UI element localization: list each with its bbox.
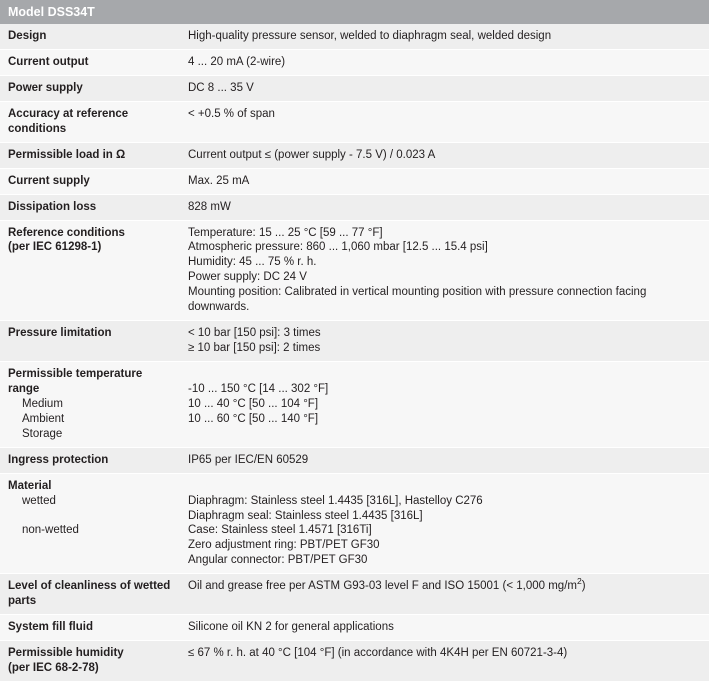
row-value: Temperature: 15 ... 25 °C [59 ... 77 °F] Atmospheric pressure: 860 ... 1,060 mbar [12.5 ... 15.4 psi] Humidity: 45 ... 75 % r. h. Power supply: DC 24 V Mounting position: Calibrated in vertical mounting position with pressure connection facing downwards. bbox=[180, 220, 709, 321]
row-value: Silicone oil KN 2 for general applications bbox=[180, 615, 709, 641]
row-value: -10 ... 150 °C [14 ... 302 °F] 10 ... 40 °C [50 ... 104 °F] 10 ... 60 °C [50 ... 140 °F] bbox=[180, 362, 709, 448]
row-value: DC 8 ... 35 V bbox=[180, 75, 709, 101]
row-label: Pressure limitation bbox=[0, 321, 180, 362]
table-row bbox=[0, 24, 709, 49]
model-title: Model DSS34T bbox=[0, 0, 709, 24]
row-value: Diaphragm: Stainless steel 1.4435 [316L], Hastelloy C276 Diaphragm seal: Stainless steel 1.4435 [316L] Case: Stainless steel 1.4571 [316Ti] Zero adjustment ring: PBT/PET GF30 Angular connector: PBT/PET GF30 bbox=[180, 473, 709, 574]
row-value: < +0.5 % of span bbox=[180, 101, 709, 142]
row-label: Power supply bbox=[0, 75, 180, 101]
table-row bbox=[0, 220, 709, 321]
row-label: Ingress protection bbox=[0, 447, 180, 473]
table-row bbox=[0, 615, 709, 641]
table-header-row bbox=[0, 0, 709, 24]
table-row bbox=[0, 321, 709, 362]
table-row bbox=[0, 101, 709, 142]
row-value: < 10 bar [150 psi]: 3 times ≥ 10 bar [150 psi]: 2 times bbox=[180, 321, 709, 362]
row-label: Reference conditions (per IEC 61298-1) bbox=[0, 220, 180, 321]
row-label: Permissible humidity (per IEC 68-2-78) bbox=[0, 641, 180, 682]
table-row bbox=[0, 473, 709, 574]
row-value: Oil and grease free per ASTM G93-03 level F and ISO 15001 (< 1,000 $mg/m^2$) bbox=[180, 574, 709, 615]
table-row bbox=[0, 75, 709, 101]
row-value: High-quality pressure sensor, welded to diaphragm seal, welded design bbox=[180, 24, 709, 49]
table-row bbox=[0, 362, 709, 448]
table-row bbox=[0, 142, 709, 168]
row-label: Material wetted non-wetted bbox=[0, 473, 180, 574]
row-label: Permissible load in Ω bbox=[0, 142, 180, 168]
row-value: 828 mW bbox=[180, 194, 709, 220]
row-value: ≤ 67 % r. h. at 40 °C [104 °F] (in accordance with 4K4H per EN 60721-3-4) bbox=[180, 641, 709, 682]
table-row bbox=[0, 194, 709, 220]
row-label: Level of cleanliness of wetted parts bbox=[0, 574, 180, 615]
table-row bbox=[0, 447, 709, 473]
table-row bbox=[0, 49, 709, 75]
row-label: Permissible temperature range Medium Ambient Storage bbox=[0, 362, 180, 448]
table-row bbox=[0, 574, 709, 615]
table-row bbox=[0, 641, 709, 682]
row-value: 4 ... 20 mA (2-wire) bbox=[180, 49, 709, 75]
row-label: System fill fluid bbox=[0, 615, 180, 641]
row-label: Accuracy at reference conditions bbox=[0, 101, 180, 142]
row-label: Design bbox=[0, 24, 180, 49]
row-value: Max. 25 mA bbox=[180, 168, 709, 194]
row-label: Dissipation loss bbox=[0, 194, 180, 220]
row-label: Current supply bbox=[0, 168, 180, 194]
table-row bbox=[0, 168, 709, 194]
row-value: Current output ≤ (power supply - 7.5 V) / 0.023 A bbox=[180, 142, 709, 168]
row-value: IP65 per IEC/EN 60529 bbox=[180, 447, 709, 473]
row-label: Current output bbox=[0, 49, 180, 75]
